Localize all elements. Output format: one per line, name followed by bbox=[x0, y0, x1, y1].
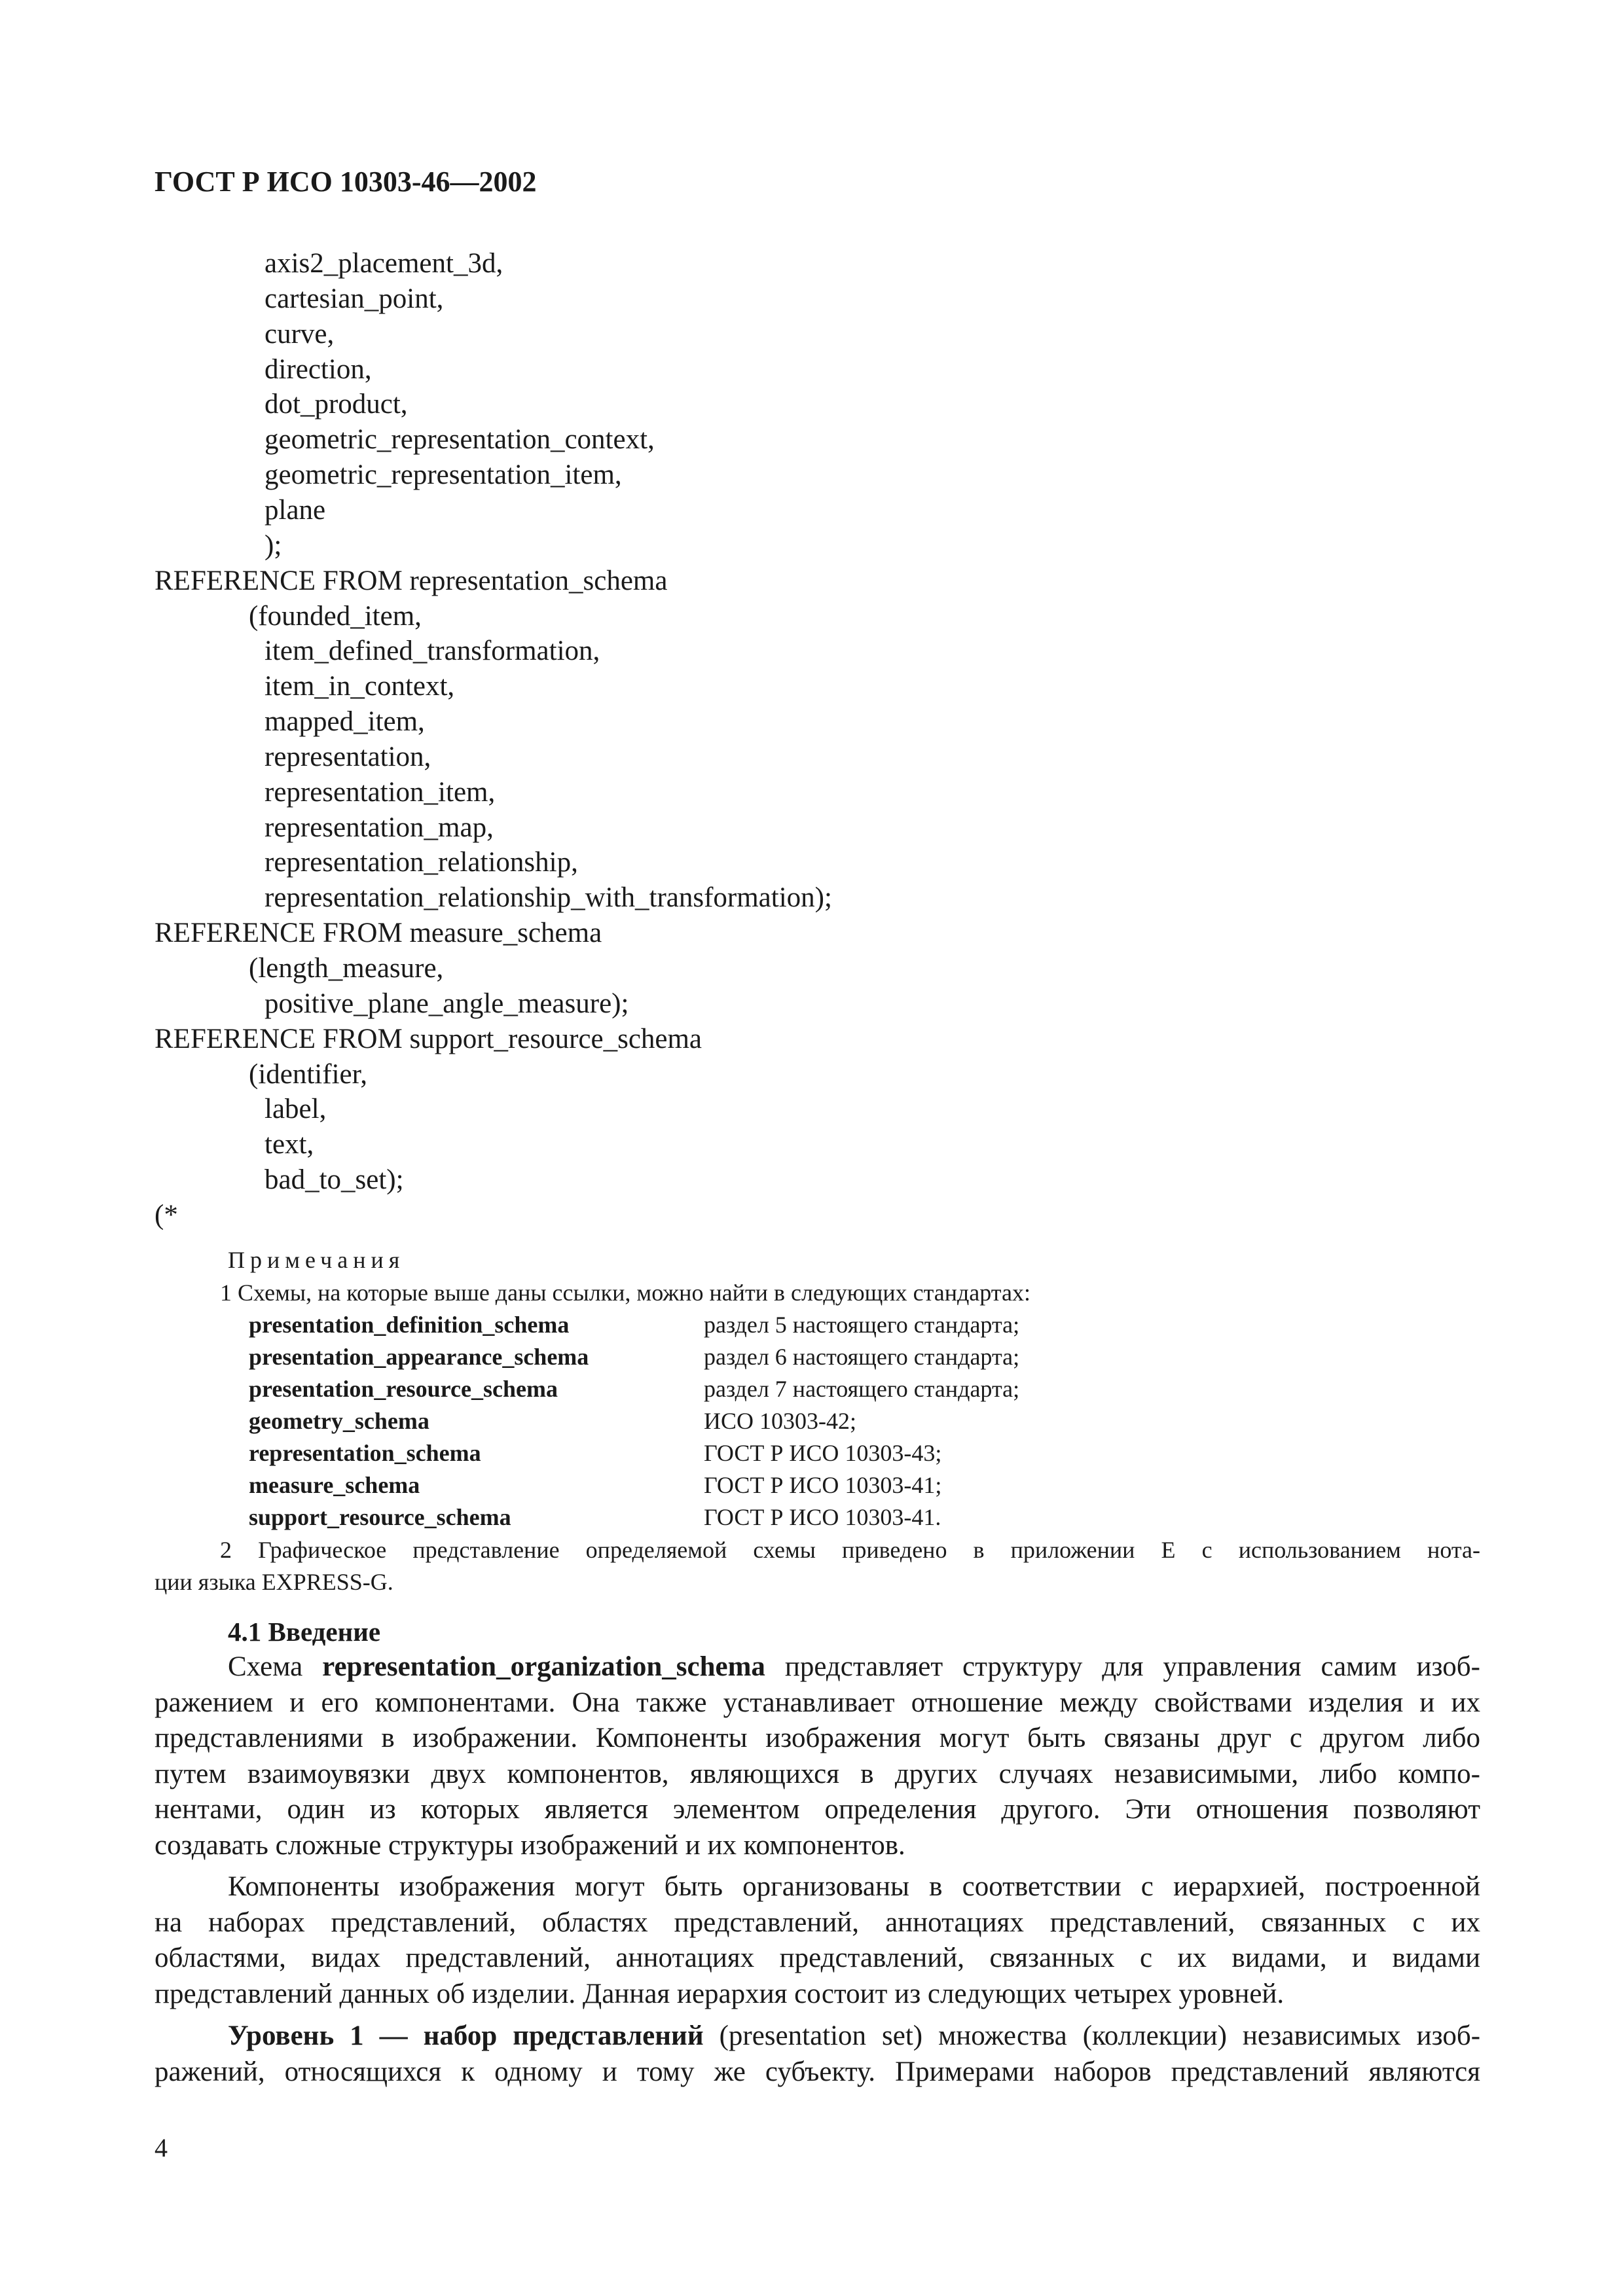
intro-paragraph-1 bbox=[155, 1649, 1480, 1863]
document-header: ГОСТ Р ИСО 10303-46—2002 bbox=[155, 166, 537, 198]
code-line: representation_map, bbox=[264, 812, 494, 843]
schema-name: representation_schema bbox=[249, 1440, 481, 1466]
code-line: cartesian_point, bbox=[264, 283, 444, 314]
schema-reference: раздел 7 настоящего стандарта; bbox=[704, 1376, 1020, 1402]
schema-reference: ИСО 10303-42; bbox=[704, 1408, 856, 1434]
paragraph-line: ражений, относящихся к одному и тому же субъекту. Примерами наборов представлений являются bbox=[155, 2056, 1480, 2087]
code-line: representation, bbox=[264, 741, 431, 772]
text-run: представляет структуру для управления самим изоб- bbox=[765, 1651, 1480, 1682]
code-line: bad_to_set); bbox=[264, 1164, 404, 1196]
code-line: plane bbox=[264, 494, 326, 526]
code-line: REFERENCE FROM representation_schema bbox=[155, 565, 668, 596]
note-2-line-2: ции языка EXPRESS-G. bbox=[155, 1569, 393, 1595]
schema-reference: раздел 6 настоящего стандарта; bbox=[704, 1344, 1020, 1370]
intro-paragraph-2 bbox=[155, 1869, 1480, 2012]
level-term: Уровень 1 — набор представлений bbox=[228, 2020, 704, 2051]
paragraph-line: областями, видах представлений, аннотациях представлений, связанных с их видами, и видами bbox=[155, 1943, 1480, 1973]
code-line: representation_relationship, bbox=[264, 847, 578, 878]
note-1-text: 1 Схемы, на которые выше даны ссылки, можно найти в следующих стандартах: bbox=[220, 1280, 1030, 1306]
code-line: representation_item, bbox=[264, 776, 496, 808]
code-line: REFERENCE FROM support_resource_schema bbox=[155, 1023, 702, 1054]
code-line: positive_plane_angle_measure); bbox=[264, 988, 629, 1019]
schema-name: representation_organization_schema bbox=[322, 1651, 765, 1682]
note-2-line-1: 2 Графическое представление определяемой схемы приведено в приложении Е с использованием нота- bbox=[220, 1537, 1480, 1563]
paragraph-line: создавать сложные структуры изображений и их компонентов. bbox=[155, 1829, 905, 1861]
paragraph-line: путем взаимоувязки двух компонентов, являющихся в других случаях независимыми, либо компо- bbox=[155, 1758, 1480, 1789]
text-run: (presentation set) множества (коллекции) независимых изоб- bbox=[703, 2020, 1481, 2051]
code-line: curve, bbox=[264, 318, 335, 350]
code-line: geometric_representation_context, bbox=[264, 424, 655, 456]
paragraph-line: Компоненты изображения могут быть организованы в соответствии с иерархией, построенной bbox=[228, 1871, 1480, 1902]
code-line: direction, bbox=[264, 353, 372, 385]
code-line: (length_measure, bbox=[249, 953, 444, 984]
paragraph-line bbox=[155, 1649, 1480, 1685]
schema-reference: раздел 5 настоящего стандарта; bbox=[704, 1312, 1020, 1338]
text-run: Схема bbox=[228, 1651, 323, 1682]
schema-name: presentation_definition_schema bbox=[249, 1312, 570, 1338]
code-line: dot_product, bbox=[264, 389, 408, 420]
schema-reference: ГОСТ Р ИСО 10303-41. bbox=[704, 1504, 941, 1530]
page-number: 4 bbox=[155, 2133, 168, 2162]
schema-name: measure_schema bbox=[249, 1472, 420, 1498]
paragraph-line bbox=[155, 2018, 1480, 2054]
code-line: item_defined_transformation, bbox=[264, 636, 600, 667]
paragraph-line: ражением и его компонентами. Она также устанавливает отношение между свойствами изделия и их bbox=[155, 1687, 1480, 1718]
schema-reference: ГОСТ Р ИСО 10303-43; bbox=[704, 1440, 942, 1466]
code-line: (* bbox=[155, 1199, 178, 1230]
section-heading: 4.1 Введение bbox=[228, 1617, 381, 1647]
notes-title: Примечания bbox=[228, 1247, 405, 1273]
schema-name: geometry_schema bbox=[249, 1408, 429, 1434]
code-line: item_in_context, bbox=[264, 671, 455, 702]
code-line: axis2_placement_3d, bbox=[264, 248, 503, 279]
paragraph-line: нентами, один из которых является элементом определения другого. Эти отношения позволяют bbox=[155, 1794, 1480, 1825]
code-line: mapped_item, bbox=[264, 706, 425, 738]
code-line: (founded_item, bbox=[249, 600, 422, 632]
schema-reference: ГОСТ Р ИСО 10303-41; bbox=[704, 1472, 942, 1498]
intro-paragraph-3 bbox=[155, 2018, 1480, 2090]
schema-name: support_resource_schema bbox=[249, 1504, 511, 1530]
schema-name: presentation_resource_schema bbox=[249, 1376, 558, 1402]
paragraph-line: представлениями в изображении. Компоненты изображения могут быть связаны друг с другом либо bbox=[155, 1723, 1480, 1753]
code-line: REFERENCE FROM measure_schema bbox=[155, 918, 602, 949]
code-line: representation_relationship_with_transformation); bbox=[264, 882, 832, 914]
code-line: ); bbox=[264, 529, 282, 561]
schema-name: presentation_appearance_schema bbox=[249, 1344, 589, 1370]
code-line: (identifier, bbox=[249, 1058, 367, 1090]
code-line: label, bbox=[264, 1094, 327, 1125]
code-line: text, bbox=[264, 1129, 314, 1160]
code-line: geometric_representation_item, bbox=[264, 459, 622, 491]
paragraph-line: на наборах представлений, областях представлений, аннотациях представлений, связанных с их bbox=[155, 1907, 1480, 1938]
paragraph-line: представлений данных об изделии. Данная иерархия состоит из следующих четырех уровней. bbox=[155, 1978, 1285, 2009]
